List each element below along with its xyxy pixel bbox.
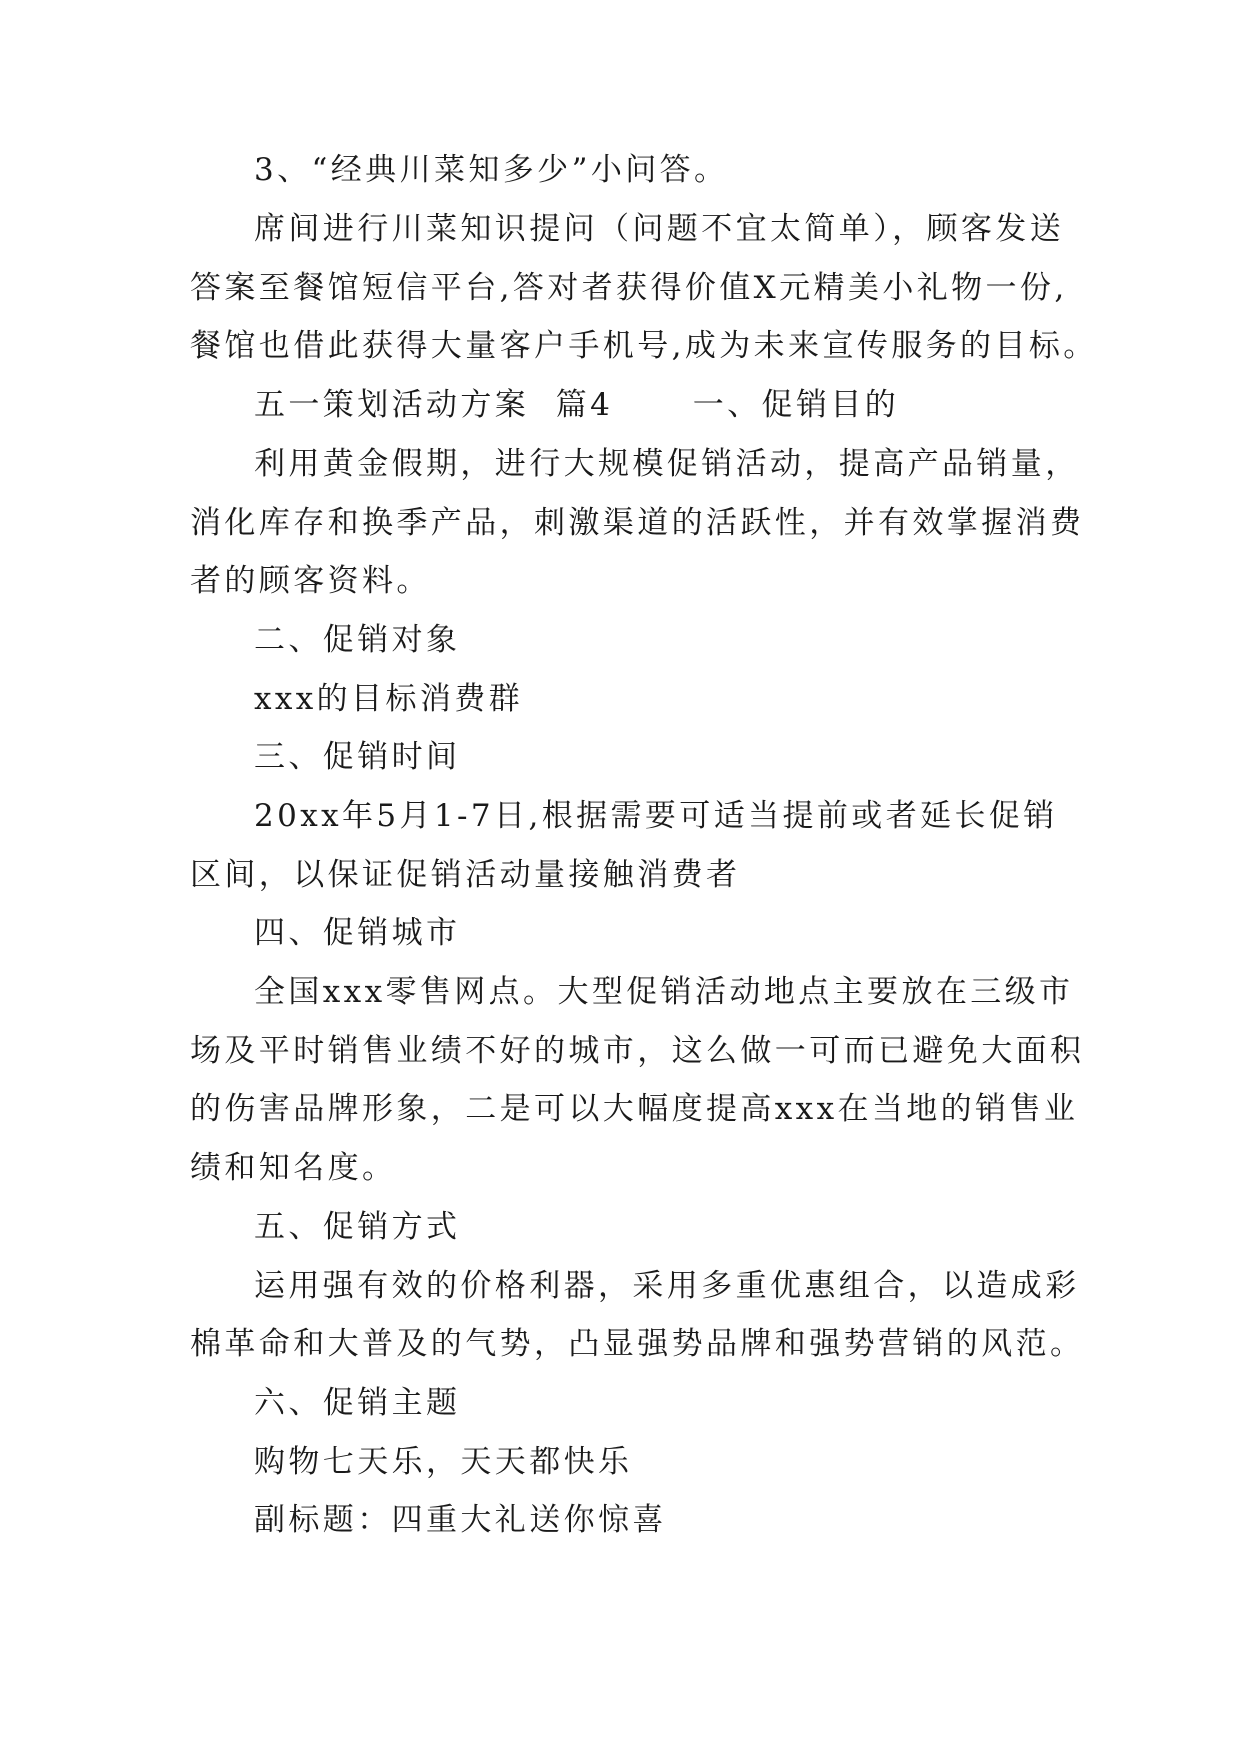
paragraph-line: 利用黄金假期，进行大规模促销活动，提高产品销量，: [254, 446, 1080, 482]
paragraph-line: 绩和知名度。: [190, 1150, 397, 1186]
paragraph-line: 餐馆也借此获得大量客户手机号,成为未来宣传服务的目标。: [190, 328, 1098, 364]
paragraph-line: 场及平时销售业绩不好的城市，这么做一可而已避免大面积: [190, 1033, 1085, 1069]
paragraph-line: 棉革命和大普及的气势，凸显强势品牌和强势营销的风范。: [190, 1326, 1085, 1362]
paragraph-line: 席间进行川菜知识提问（问题不宜太简单），顾客发送: [254, 211, 1065, 247]
paragraph-line: 购物七天乐，天天都快乐: [254, 1444, 633, 1480]
section-heading: 四、促销城市: [254, 915, 461, 951]
paragraph-line: 消化库存和换季产品，刺激渠道的活跃性，并有效掌握消费: [190, 505, 1085, 541]
paragraph-line: 答案至餐馆短信平台,答对者获得价值X元精美小礼物一份,: [190, 270, 1068, 306]
paragraph-line: 20xx年5月1-7日,根据需要可适当提前或者延长促销: [254, 798, 1058, 834]
paragraph-line: 的伤害品牌形象，二是可以大幅度提高xxx在当地的销售业: [190, 1091, 1079, 1127]
quiz-heading: 3、“经典川菜知多少”小问答。: [254, 152, 729, 188]
section-title: 五一策划活动方案 篇4 一、促销目的: [254, 387, 900, 423]
paragraph-line: xxx的目标消费群: [254, 681, 524, 717]
paragraph-line: 副标题：四重大礼送你惊喜: [254, 1502, 667, 1538]
section-heading: 三、促销时间: [254, 739, 461, 775]
paragraph-line: 运用强有效的价格利器，采用多重优惠组合，以造成彩: [254, 1268, 1080, 1304]
paragraph-line: 者的顾客资料。: [190, 563, 431, 599]
section-heading: 二、促销对象: [254, 622, 461, 658]
section-heading: 六、促销主题: [254, 1385, 461, 1421]
section-heading: 五、促销方式: [254, 1209, 461, 1245]
paragraph-line: 全国xxx零售网点。大型促销活动地点主要放在三级市: [254, 974, 1074, 1010]
paragraph-line: 区间，以保证促销活动量接触消费者: [190, 857, 741, 893]
